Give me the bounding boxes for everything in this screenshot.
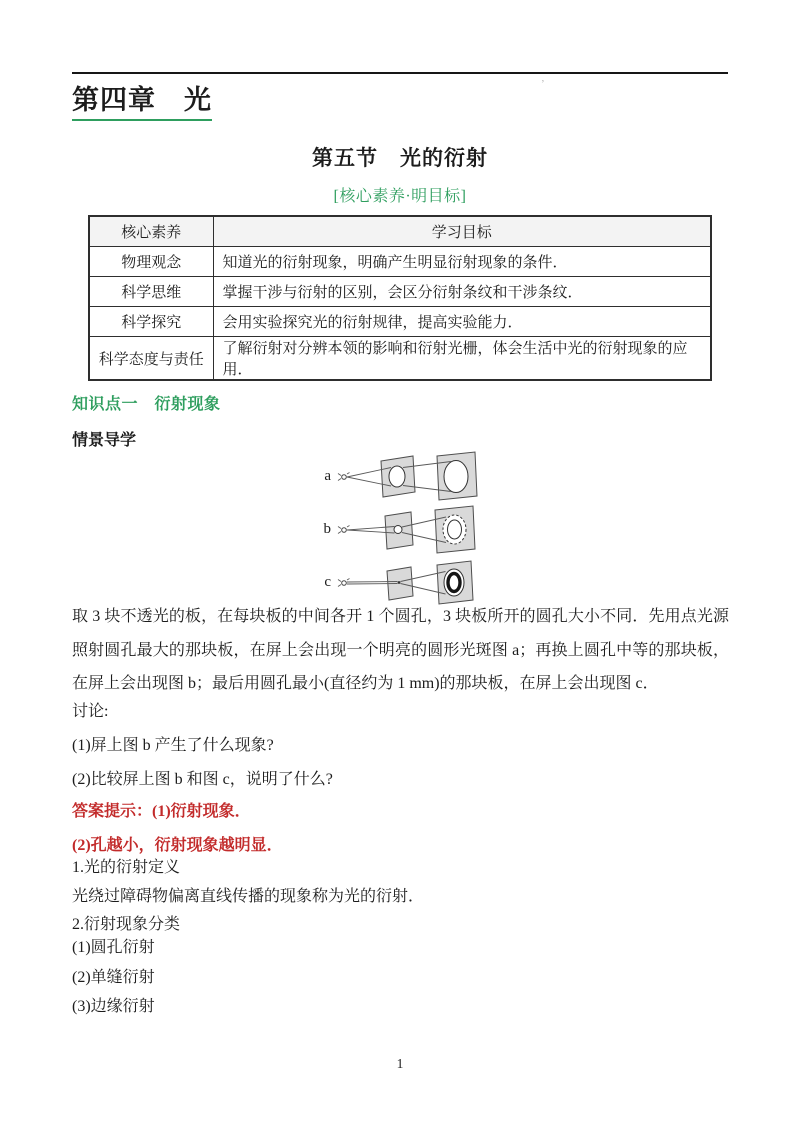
note-definition-title: 1.光的衍射定义 xyxy=(72,859,181,876)
circular-hole xyxy=(389,466,405,487)
page-number: 1 xyxy=(396,1056,404,1071)
note-item-edge: (3)边缘衍射 xyxy=(72,998,155,1015)
point-source-icon xyxy=(342,475,347,480)
table-cell-category: 科学探究 xyxy=(89,307,213,337)
pinhole xyxy=(398,581,401,584)
note-definition-text: 光绕过障碍物偏离直线传播的现象称为光的衍射． xyxy=(72,888,425,905)
section-title: 第五节 光的衍射 xyxy=(312,146,488,170)
figure-label-b: b xyxy=(323,520,331,537)
chapter-title: 第四章 光 xyxy=(72,86,212,121)
objectives-table xyxy=(88,215,712,381)
scenario-lead-in-label: 情景导学 xyxy=(72,432,137,449)
table-header-core-literacy: 核心素养 xyxy=(89,216,213,247)
answer-hint-2: (2)孔越小，衍射现象越明显． xyxy=(72,837,283,854)
note-classification-title: 2.衍射现象分类 xyxy=(72,916,181,933)
bright-center xyxy=(448,520,462,539)
table-cell-category: 科学思维 xyxy=(89,277,213,307)
discussion-label: 讨论: xyxy=(72,703,109,720)
table-cell-goal: 知道光的衍射现象，明确产生明显衍射现象的条件． xyxy=(213,247,711,277)
note-item-single-slit: (2)单缝衍射 xyxy=(72,969,155,986)
header-rule xyxy=(72,72,728,74)
diagram-medium-hole xyxy=(333,503,483,555)
stray-mark: ’ xyxy=(541,78,545,90)
table-row xyxy=(89,337,711,381)
table-cell-category: 物理观念 xyxy=(89,247,213,277)
figure-row-a xyxy=(317,450,483,502)
table-cell-goal: 了解衍射对分辨本领的影响和衍射光栅，体会生活中光的衍射现象的应用． xyxy=(213,337,711,381)
diagram-large-hole xyxy=(333,450,483,502)
circular-hole xyxy=(394,526,402,534)
note-item-circular: (1)圆孔衍射 xyxy=(72,939,155,956)
figure-label-a: a xyxy=(324,467,331,484)
point-source-icon xyxy=(342,528,347,533)
table-header-row xyxy=(89,216,711,247)
point-source-icon xyxy=(342,581,347,586)
bright-spot-pattern xyxy=(444,461,468,493)
diffraction-figure xyxy=(0,450,800,609)
table-cell-goal: 会用实验探究光的衍射规律，提高实验能力． xyxy=(213,307,711,337)
discussion-question-2: (2)比较屏上图 b 和图 c，说明了什么? xyxy=(72,771,333,788)
discussion-question-1: (1)屏上图 b 产生了什么现象? xyxy=(72,737,274,754)
knowledge-point-heading: 知识点一 衍射现象 xyxy=(72,396,221,413)
experiment-paragraph: 取 3 块不透光的板，在每块板的中间各开 1 个圆孔，3 块板所开的圆孔大小不同．先用点光源照射圆孔最大的那块板，在屏上会出现一个明亮的圆形光斑图 a；再换上圆孔中等的那块板，在屏上会出现图 b；最后用圆孔最小(直径约为 1 mm)的那块板，在屏上会出现图 c． xyxy=(72,608,729,692)
table-cell-goal: 掌握干涉与衍射的区别，会区分衍射条纹和干涉条纹． xyxy=(213,277,711,307)
table-row xyxy=(89,277,711,307)
answer-hint-1: 答案提示：(1)衍射现象． xyxy=(72,803,251,820)
table-row xyxy=(89,247,711,277)
table-cell-category: 科学态度与责任 xyxy=(89,337,213,381)
table-row xyxy=(89,307,711,337)
figure-label-c: c xyxy=(324,573,331,590)
core-literacy-banner: [核心素养·明目标] xyxy=(333,188,467,205)
figure-row-b xyxy=(317,503,483,555)
table-header-learning-goals: 学习目标 xyxy=(213,216,711,247)
